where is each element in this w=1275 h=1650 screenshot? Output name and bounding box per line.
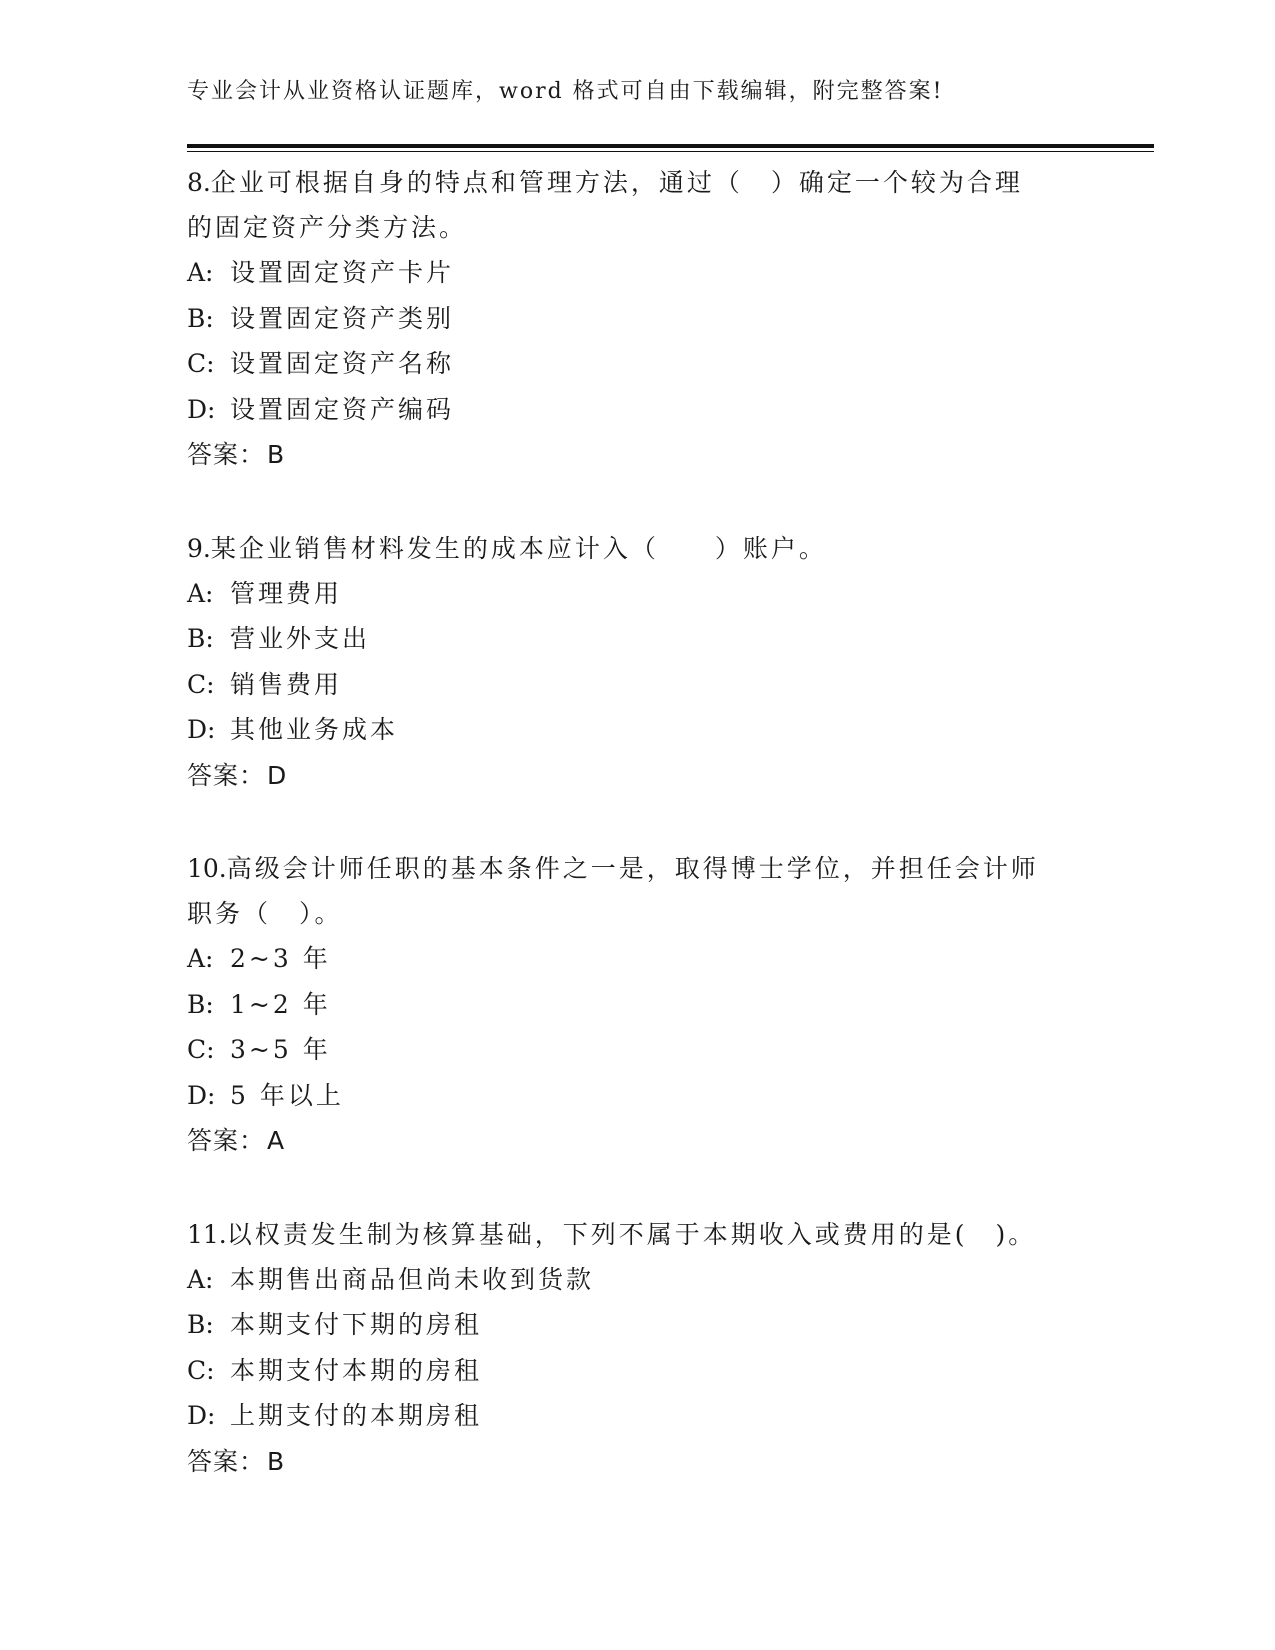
option-a [187,936,1147,982]
option-text: 设置固定资产名称 [230,349,455,378]
header-rule-thick [187,144,1154,148]
header-rule-thin [187,151,1154,152]
option-key: D: [187,394,216,424]
answer-label: 答案： [187,1126,266,1155]
answer-label: 答案： [187,1446,266,1476]
option-text: 设置固定资产编码 [230,394,455,424]
option-text: 2~3 年 [230,944,331,973]
option-key: B: [187,303,214,333]
option-text: 本期售出商品但尚未收到货款 [230,1264,595,1294]
option-key: C: [187,349,215,378]
question-stem [187,160,1037,250]
option-key: C: [187,669,215,699]
question-list [187,160,1147,1532]
option-key: B: [187,989,214,1019]
answer-line [187,1118,1147,1164]
question-stem [187,1212,1147,1257]
option-text: 营业外支出 [230,624,371,653]
question-text: 以权责发生制为核算基础，下列不属于本期收入或费用的是( )。 [226,1219,1037,1249]
page-header: 专业会计从业资格认证题库，word 格式可自由下载编辑，附完整答案! [187,79,944,104]
option-b [187,982,1147,1028]
option-key: D: [187,1080,216,1110]
answer-value: D [267,760,288,790]
question-number: 8. [187,168,211,197]
option-key: A: [187,578,214,608]
option-text: 管理费用 [230,578,343,608]
question-number: 11. [187,1219,227,1249]
option-key: D: [187,715,216,744]
option-text: 1~2 年 [230,989,331,1019]
option-d [187,707,1147,753]
option-text: 销售费用 [230,669,343,699]
option-key: B: [187,624,214,653]
option-d [187,1393,1147,1439]
question-text: 某企业销售材料发生的成本应计入（ ）账户。 [210,533,827,563]
option-text: 本期支付本期的房租 [230,1355,483,1385]
answer-value: B [267,440,286,469]
question-stem [187,526,1147,571]
option-b [187,296,1147,342]
option-key: A: [187,944,214,973]
question-9 [187,526,1147,799]
option-text: 本期支付下期的房租 [230,1310,483,1339]
option-a [187,250,1147,296]
option-key: B: [187,1310,214,1339]
option-c [187,1027,1147,1073]
question-stem [187,846,1057,936]
option-d [187,387,1147,433]
answer-line [187,1439,1147,1485]
option-d [187,1073,1147,1119]
option-c [187,662,1147,708]
question-number: 10. [187,854,227,883]
answer-line [187,753,1147,799]
answer-line [187,432,1147,478]
option-key: C: [187,1355,215,1385]
option-c [187,1348,1147,1394]
option-text: 其他业务成本 [230,715,399,744]
option-key: A: [187,258,214,287]
option-text: 设置固定资产类别 [230,303,455,333]
question-10 [187,846,1147,1164]
answer-label: 答案： [187,760,266,790]
option-a [187,571,1147,617]
option-text: 5 年以上 [230,1080,344,1110]
question-8 [187,160,1147,478]
question-11 [187,1212,1147,1485]
answer-label: 答案： [187,440,266,469]
option-b [187,616,1147,662]
answer-value: A [267,1126,286,1155]
option-key: C: [187,1035,215,1064]
option-text: 3~5 年 [230,1035,331,1064]
question-number: 9. [187,533,211,563]
option-b [187,1302,1147,1348]
option-key: D: [187,1401,216,1430]
question-text: 企业可根据自身的特点和管理方法，通过（ ）确定一个较为合理的固定资产分类方法。 [187,168,1023,242]
answer-value: B [267,1446,286,1476]
option-key: A: [187,1264,214,1294]
option-text: 上期支付的本期房租 [230,1401,483,1430]
option-a [187,1257,1147,1303]
option-text: 设置固定资产卡片 [230,258,455,287]
option-c [187,341,1147,387]
question-text: 高级会计师任职的基本条件之一是，取得博士学位，并担任会计师职务（ ）。 [187,854,1039,928]
